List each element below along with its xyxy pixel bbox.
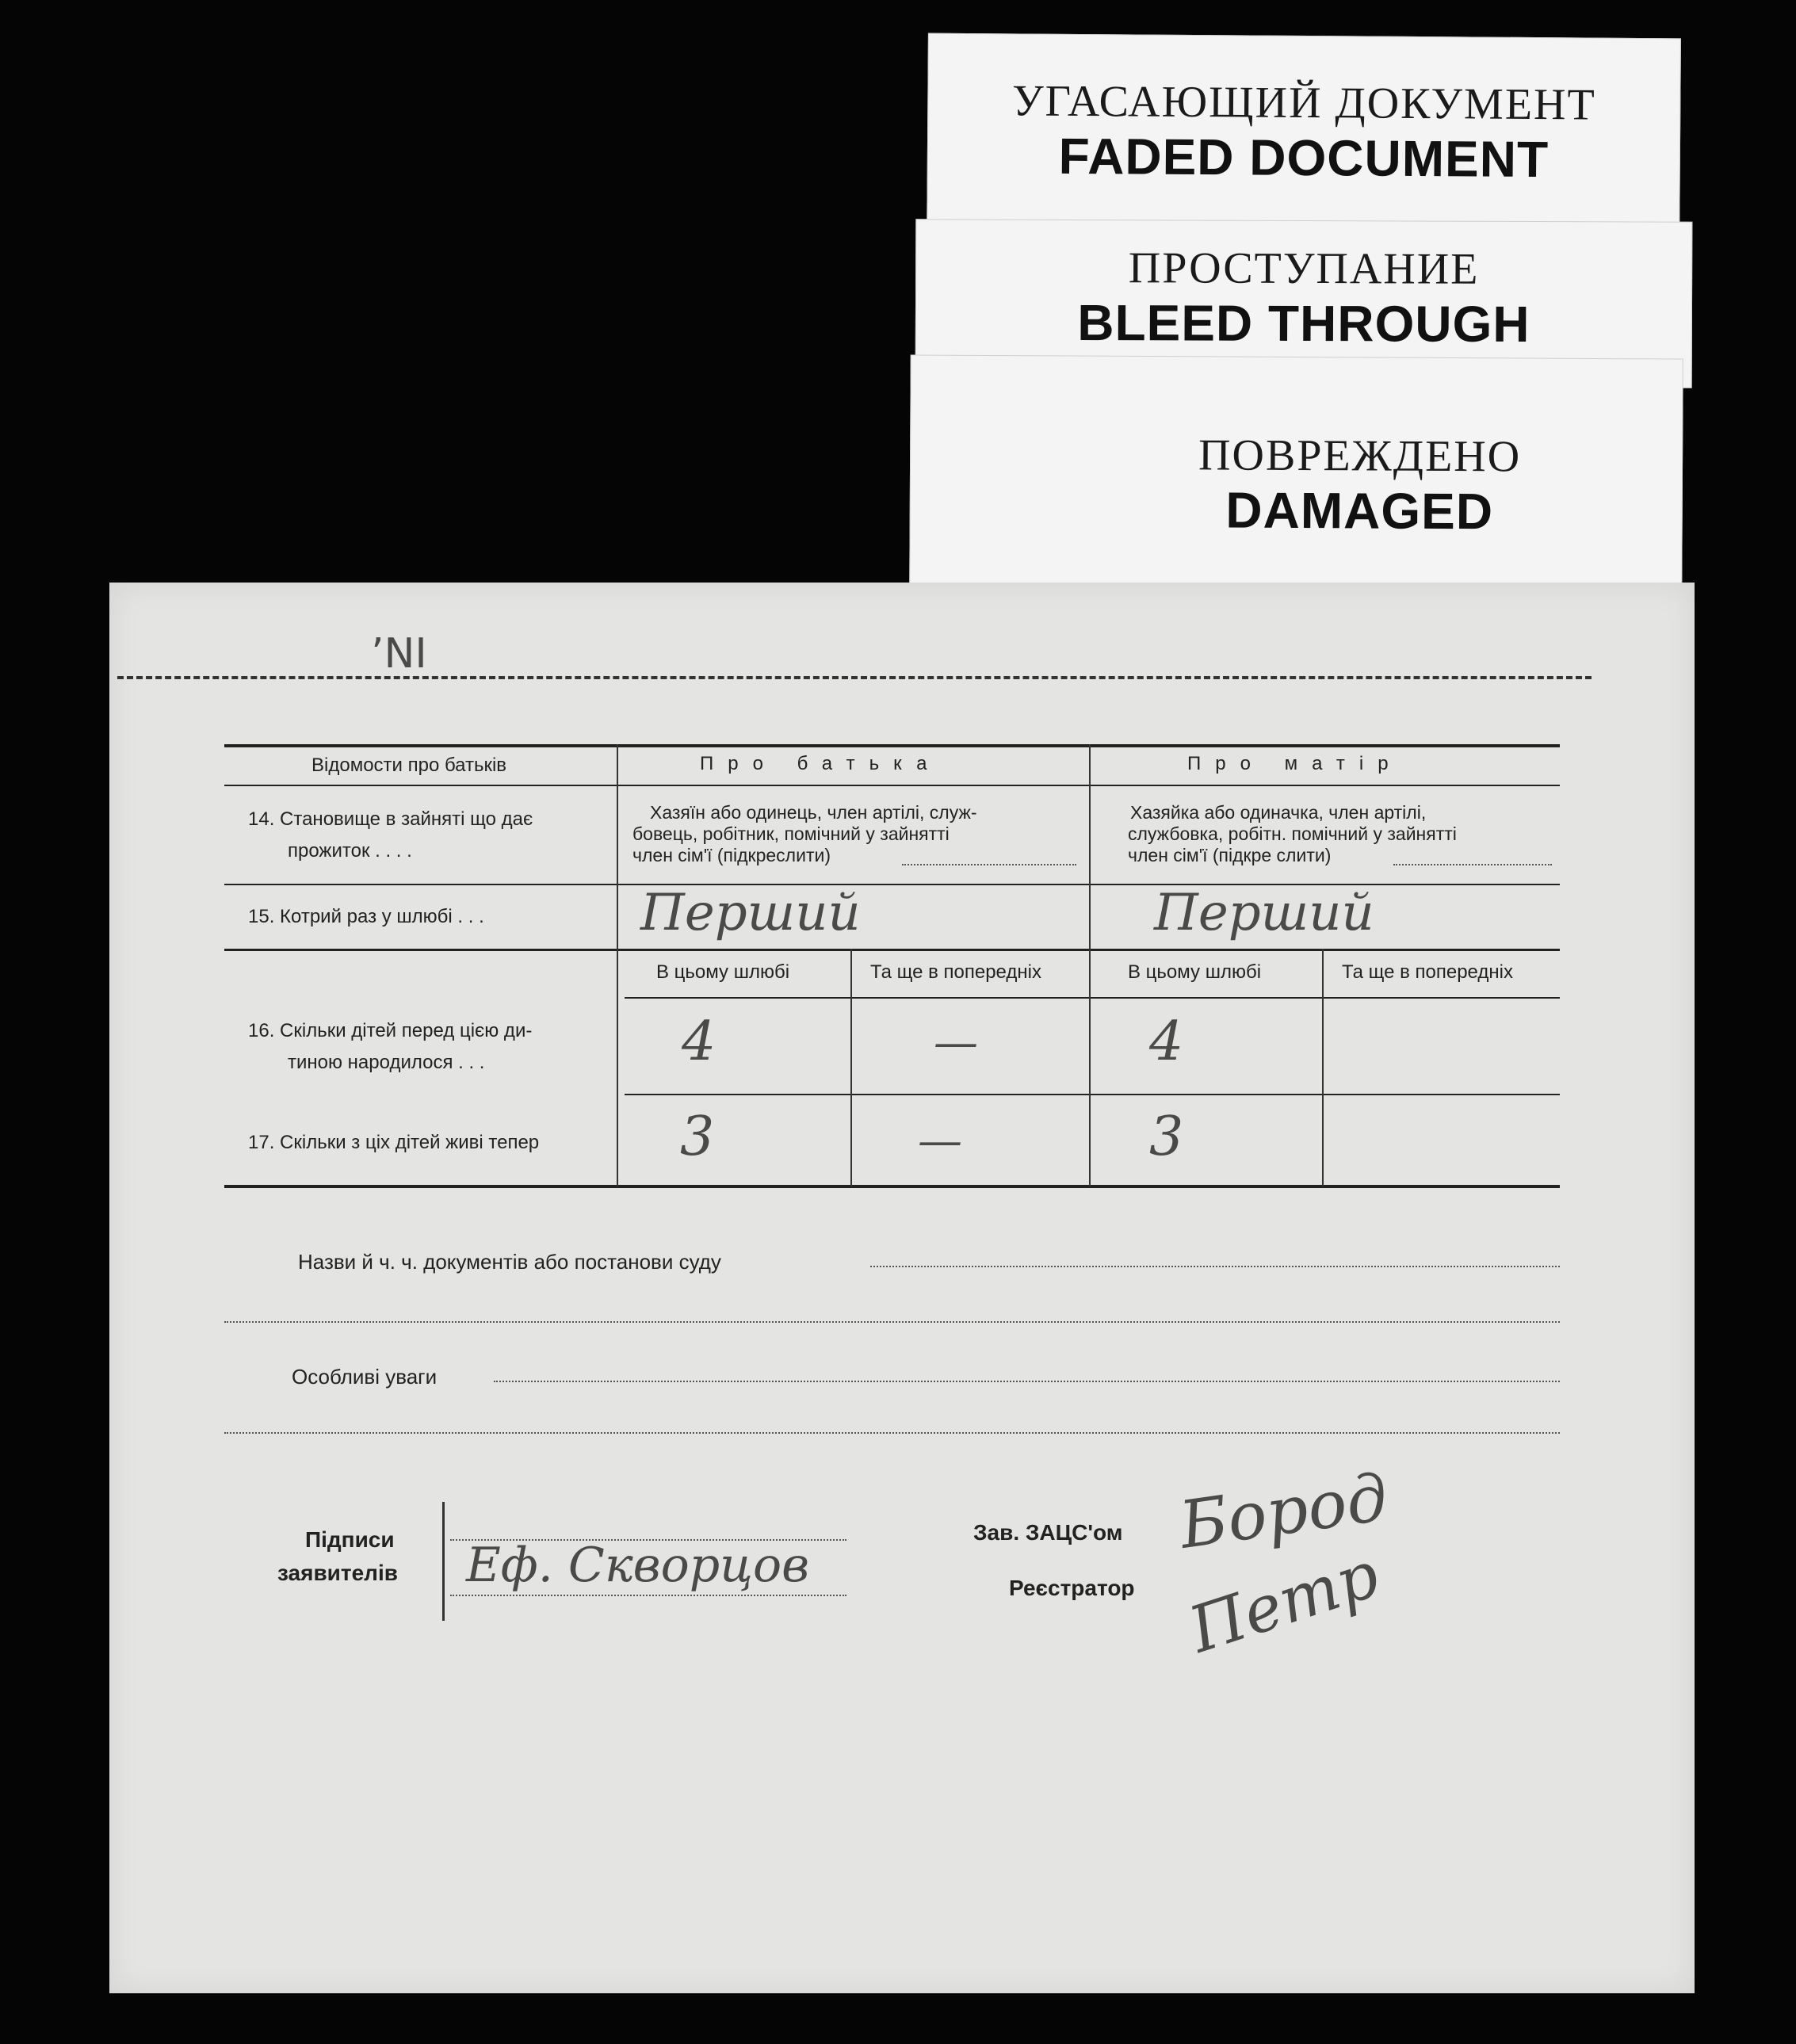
mother-previous: Та ще в попередніх xyxy=(1342,961,1513,983)
top-dashed-line xyxy=(117,676,1592,679)
row16-label-2: тиною народилося . . . xyxy=(288,1052,485,1073)
signature-dots-2 xyxy=(450,1595,846,1596)
notes-dots-1 xyxy=(494,1381,1560,1382)
row15-father-value: Перший xyxy=(640,884,861,942)
registrar-signature: Петр xyxy=(1180,1537,1388,1668)
faded-label-en: FADED DOCUMENT xyxy=(1058,127,1550,189)
row14-father-2: бовець, робітник, помічний у зайнятті xyxy=(632,823,950,844)
faded-label-ru: УГАСАЮЩИЙ ДОКУМЕНТ xyxy=(1011,76,1596,130)
row14-mother-1: Хазяйка або одиначка, член артілі, xyxy=(1130,802,1427,823)
row16-rule xyxy=(625,1094,1560,1095)
damaged-label-ru: ПОВРЕЖДЕНО xyxy=(1198,430,1522,482)
row14-mother-2: службовка, робітн. помічний у зайнятті xyxy=(1128,823,1457,844)
row17-label: 17. Скільки з ціх дітей живі тепер xyxy=(248,1132,540,1153)
row15-mother-value: Перший xyxy=(1154,884,1374,942)
bleed-label-en: BLEED THROUGH xyxy=(1077,294,1530,353)
documents-dots-1 xyxy=(870,1266,1560,1267)
applicant-signature: Еф. Скворцов xyxy=(466,1538,810,1593)
col-divider-1 xyxy=(617,744,618,1186)
head-label: Зав. ЗАЦС'ом xyxy=(973,1520,1123,1545)
table-top-rule xyxy=(224,744,1560,747)
col-divider-father xyxy=(850,949,852,1186)
row14-label-2: прожиток . . . . xyxy=(288,840,412,862)
mother-this-marriage: В цьому шлюбі xyxy=(1128,961,1262,983)
documents-label: Назви й ч. ч. документів або постанови суду xyxy=(298,1250,721,1274)
row14-father-3: член сім'ї (підкреслити) xyxy=(632,845,831,865)
header-col1: Відомости про батьків xyxy=(311,755,507,776)
row17-father-this: 3 xyxy=(680,1106,715,1168)
header-father: Про батька xyxy=(700,753,942,774)
col-divider-2 xyxy=(1089,744,1091,1186)
head-signature: Бород xyxy=(1175,1460,1393,1564)
row17-mother-this: 3 xyxy=(1149,1106,1184,1168)
header-mother: Про матір xyxy=(1187,753,1403,774)
row14-label-1: 14. Становище в зайняті що дає xyxy=(248,808,533,830)
notes-dots-2 xyxy=(224,1432,1560,1434)
registrar-label: Реєстратор xyxy=(1009,1576,1135,1600)
notes-label: Особливі уваги xyxy=(292,1365,438,1389)
subheader-rule xyxy=(625,997,1560,999)
row16-father-this: 4 xyxy=(682,1011,716,1073)
row14-mother-3: член сім'ї (підкре слити) xyxy=(1128,845,1332,865)
row15-rule xyxy=(224,949,1560,951)
document-sheet xyxy=(109,583,1695,1993)
col-divider-mother xyxy=(1322,949,1324,1186)
header-rule xyxy=(224,785,1560,786)
father-this-marriage: В цьому шлюбі xyxy=(656,961,790,983)
row17-father-prev: — xyxy=(918,1115,962,1167)
row14-father-1: Хазяїн або одинець, член артілі, служ- xyxy=(650,802,977,823)
documents-dots-2 xyxy=(224,1321,1560,1323)
table-bottom-rule xyxy=(224,1185,1560,1188)
row15-label: 15. Котрий раз у шлюбі . . . xyxy=(248,906,484,927)
damaged-label-en: DAMAGED xyxy=(1225,481,1494,541)
row14-father-dots xyxy=(902,864,1076,865)
corner-mark: ʼNI xyxy=(371,630,427,678)
bleed-label-ru: ПРОСТУПАНИЕ xyxy=(1128,243,1480,294)
applicants-label-2: заявителів xyxy=(277,1561,398,1585)
signature-bracket xyxy=(442,1502,445,1621)
applicants-label-1: Підписи xyxy=(305,1527,395,1552)
row14-mother-dots xyxy=(1393,864,1552,865)
row16-father-prev: — xyxy=(934,1017,978,1068)
row16-label-1: 16. Скільки дітей перед цією ди- xyxy=(248,1020,533,1041)
damaged-label xyxy=(909,354,1683,588)
row16-mother-this: 4 xyxy=(1149,1011,1184,1073)
father-previous: Та ще в попередніх xyxy=(870,961,1041,983)
